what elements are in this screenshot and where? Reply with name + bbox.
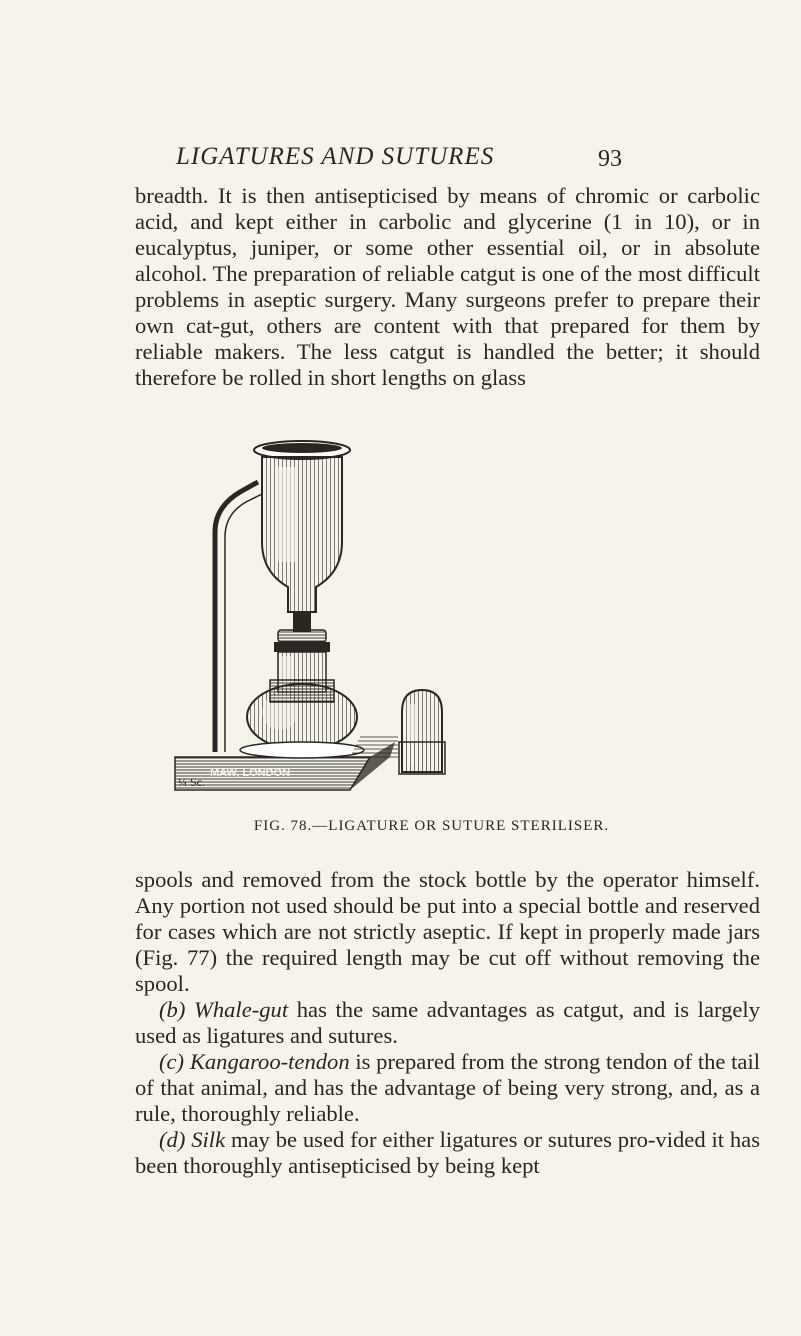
- paragraph: breadth. It is then antisepticised by means of chromic or carbolic acid, and kept either in carbolic and glycerine (1 in 10), or in eucalyptus, juniper, or some other essential oil, or in absolute alcohol. The preparation of reliable catgut is one of the most difficult problems in aseptic surgery. Many surgeons prefer to prepare their own cat-gut, others are content with that prepared for them by reliable makers. The less catgut is handled the better; it should therefore be rolled in short lengths on glass: [135, 183, 760, 390]
- term-whale-gut: Whale-gut: [194, 997, 289, 1022]
- term-silk: Silk: [191, 1127, 226, 1152]
- paragraph-kangaroo-tendon: (c) Kangaroo-tendon is prepared from the strong tendon of the tail of that animal, and has the advantage of being very strong, and, as a rule, thoroughly reliable.: [135, 1049, 760, 1126]
- item-marker: (d): [159, 1127, 186, 1152]
- steriliser-illustration: [170, 412, 500, 802]
- paragraph: spools and removed from the stock bottle by the operator himself. Any portion not used should be put into a special bottle and reserved for cases which are not strictly aseptic. If kept in properly made jars (Fig. 77) the required length may be cut off without removing the spool.: [135, 867, 760, 996]
- item-marker: (c): [159, 1049, 185, 1074]
- paragraph-silk: (d) Silk may be used for either ligatures or sutures pro-vided it has been thoroughly antisepticised by being kept: [135, 1127, 761, 1178]
- steriliser-engraving: [170, 412, 500, 802]
- running-head: LIGATURES AND SUTURES: [176, 143, 495, 170]
- figure-caption: FIG. 78.—LIGATURE OR SUTURE STERILISER.: [253, 818, 610, 834]
- page-number: 93: [598, 146, 622, 172]
- maker-engraving: MAW, LONDON: [210, 767, 291, 779]
- paragraph-whale-gut: (b) Whale-gut has the same advantages as catgut, and is largely used as ligatures and sutures.: [135, 997, 760, 1048]
- body-text-bottom: [135, 867, 760, 1179]
- term-kangaroo-tendon: Kangaroo-tendon: [189, 1049, 350, 1074]
- scale-engraving: ¼ Sc.: [178, 775, 205, 789]
- body-text-top: [135, 183, 760, 391]
- item-marker: (b): [159, 997, 186, 1022]
